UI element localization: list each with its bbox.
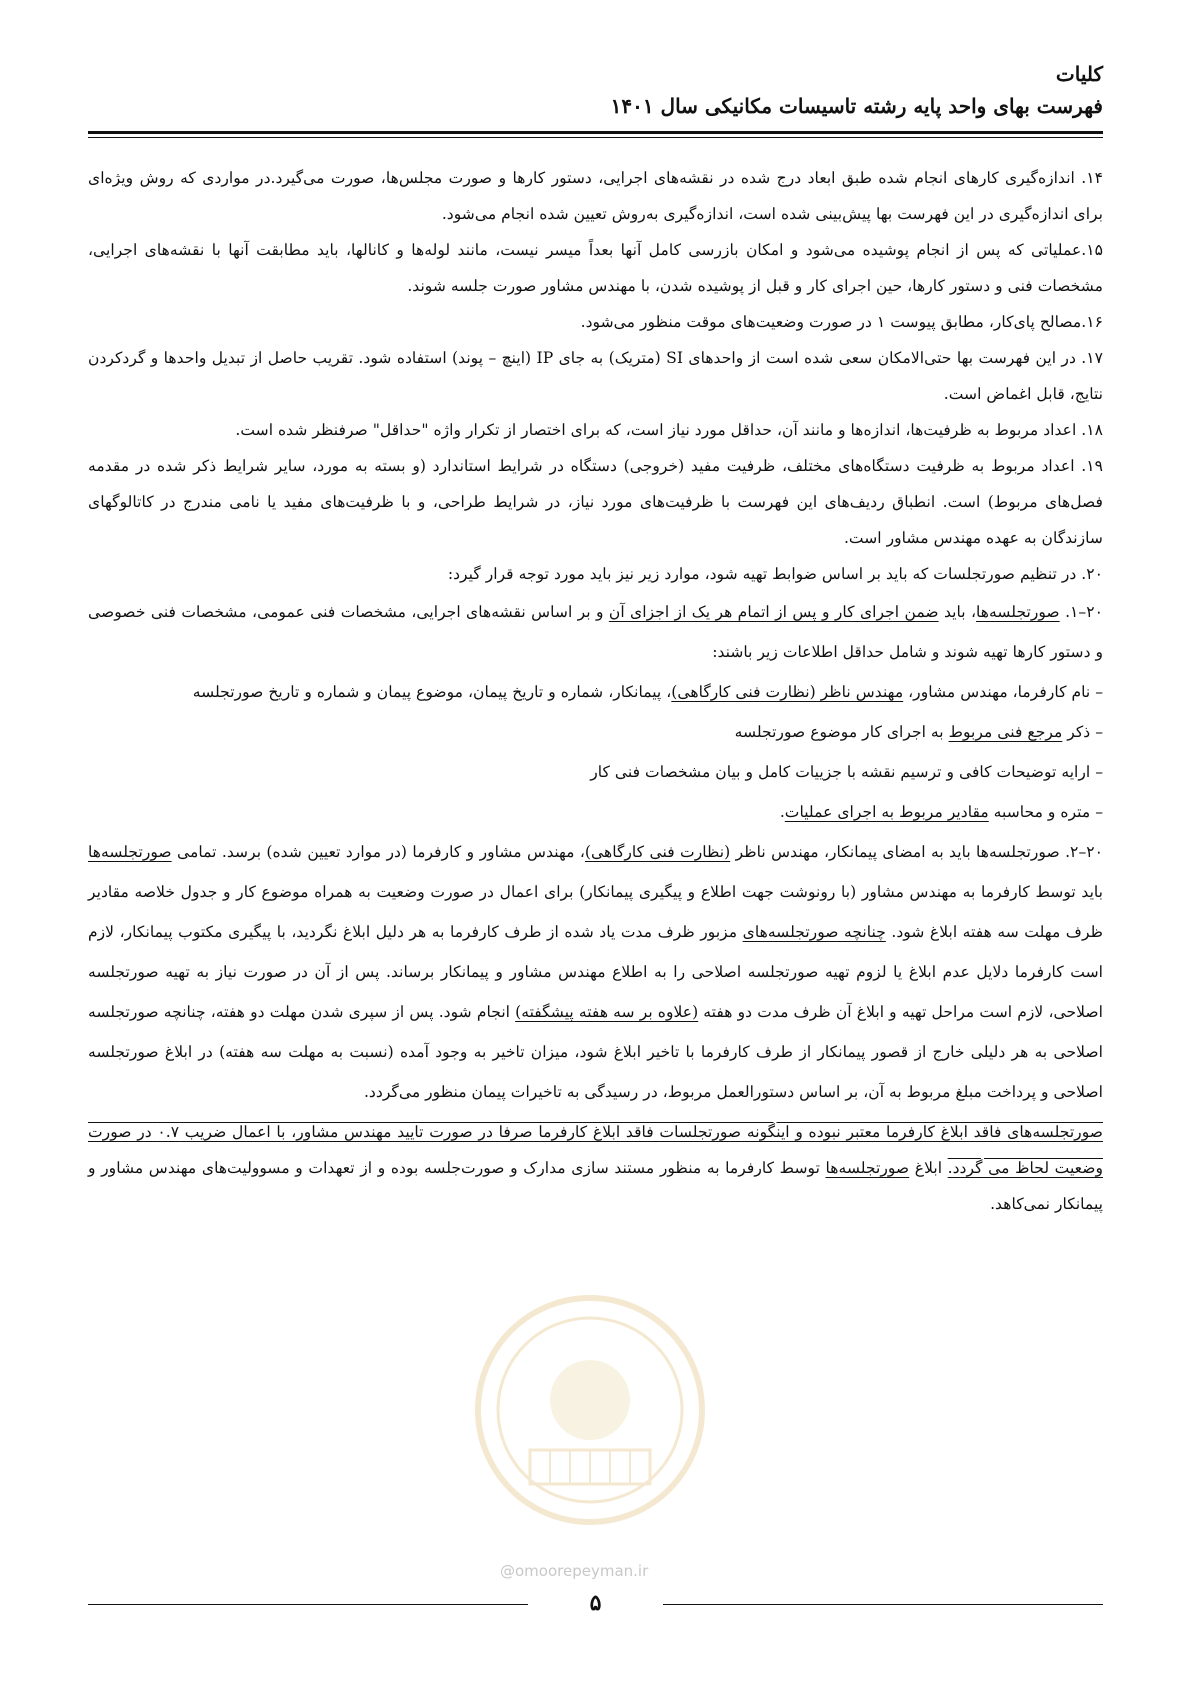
header-divider-thick (88, 131, 1103, 134)
text-run: ، مهندس مشاور و کارفرما (در موارد تعیین شده) برسد. تمامی (171, 843, 585, 861)
underlined-minutes: صورتجلسه‌ها (88, 843, 172, 861)
page-header (88, 58, 1103, 122)
underlined-if-minutes: چنانچه صورتجلسه‌های (742, 923, 886, 941)
document-title: فهرست بهای واحد پایه رشته تاسیسات مکانیکی سال ۱۴۰۱ (610, 94, 1103, 118)
text-run: انجام شود. پس از سپری شدن مهلت دو هفته، چنانچه صورتجلسه اصلاحی به هر دلیلی خارج از قصور پیمانکار از طرف کارفرما با تاخیر ابلاغ شود، میزان تاخیر به وجود آمده (نسبت به مهلت سه هفته) در ابلاغ صورتجلسه اصلاحی و پرداخت مبلغ مربوط به آن، بر اساس دستورالعمل مربوط، در رسیدگی به تاخیرات پیمان منظور می‌گردد. (88, 1003, 1104, 1101)
underlined-minutes: صورتجلسه‌ها (976, 603, 1060, 621)
boxed-rule-text: صورتجلسه‌های فاقد ابلاغ کارفرما معتبر نبوده و اینگونه صورتجلسات فاقد ابلاغ کارفرما صرفا در صورت تایید مهندس مشاور، با اعمال ضریب ۰.۷ در صورت وضعیت لحاظ می گردد. (88, 1123, 1103, 1177)
watermark-url: @omoorepeyman.ir (500, 1562, 649, 1580)
header-divider-thin (88, 137, 1103, 138)
section-title: کلیات (1055, 62, 1103, 86)
paragraph-20-1-number: ۲۰–۱. (1059, 603, 1103, 621)
text-run: و بر اساس نقشه‌های اجرایی، مشخصات فنی عمومی، مشخصات فنی خصوصی و دستور کارها تهیه شوند و شامل حداقل اطلاعات زیر باشند: (88, 603, 1103, 661)
paragraph-15: ۱۵.عملیاتی که پس از انجام پوشیده می‌شود و امکان بازرسی کامل آنها بعداً میسر نیست، مانند لوله‌ها و کانالها، باید مطابقت آنها با نقشه‌های اجرایی، مشخصات فنی و دستور کارها، حین اجرای کار و قبل از پوشیده شدن، با مهندس مشاور صورت جلسه شوند. (88, 241, 1103, 295)
underlined-quantities: مقادیر مربوط به اجرای عملیات (784, 803, 989, 821)
paragraph-16: ۱۶.مصالح پای‌کار، مطابق پیوست ۱ در صورت وضعیت‌های موقت منظور می‌شود. (580, 313, 1103, 331)
final-paragraph (88, 1114, 1103, 1222)
watermark-logo (470, 1290, 710, 1530)
underlined-supervision: (نظارت فنی کارگاهی) (584, 843, 731, 861)
text-run: توسط کارفرما به منظور مستند سازی مدارک و صورت‌جلسه بوده و از تعهدات و مسوولیت‌های مهندس مشاور و پیمانکار نمی‌کاهد. (88, 1159, 1103, 1213)
text-run: به اجرای کار موضوع صورتجلسه (734, 723, 949, 741)
underlined-timing: ضمن اجرای کار و پس از اتمام هر یک از اجزای آن (608, 603, 939, 621)
text-run: – ذکر (1062, 723, 1103, 741)
paragraph-20-2 (88, 832, 1103, 1112)
text-run: ، پیمانکار، شماره و تاریخ پیمان، موضوع پیمان و شماره و تاریخ صورتجلسه (192, 683, 672, 701)
paragraph-20: ۲۰. در تنظیم صورتجلسات که باید بر اساس ضوابط تهیه شود، موارد زیر نیز باید مورد توجه قرار گیرد: (447, 565, 1103, 583)
list-item (88, 672, 1103, 712)
text-run: – نام کارفرما، مهندس مشاور، (903, 683, 1103, 701)
text-run: مزبور ظرف مدت یاد شده از طرف کارفرما به هر دلیل ابلاغ نگردید، با پیگیری مکتوب پیمانکار، لازم است کارفرما دلایل عدم ابلاغ یا لزوم تهیه صورتجلسه اصلاحی را به اطلاع مهندس مشاور و پیمانکار برساند. پس از آن در صورت نیاز به تهیه صورتجلسه اصلاحی، لازم است مراحل تهیه و ابلاغ آن ظرف مدت دو هفته (88, 923, 1103, 1021)
underlined-three-weeks: (علاوه بر سه هفته پیشگفته) (515, 1003, 699, 1021)
paragraph-19: ۱۹. اعداد مربوط به ظرفیت دستگاه‌های مختلف، ظرفیت مفید (خروجی) دستگاه در شرایط استاندارد (و بسته به مورد، سایر شرایط ذکر شده در مقدمه فصل‌های مربوط) است. انطباق ردیف‌های این فهرست با ظرفیت‌های مورد نیاز، در شرایط طراحی، و با ظرفیت‌های مفید یا نامی مندرج در کاتالوگهای سازندگان به عهده مهندس مشاور است. (88, 457, 1103, 547)
watermark-emblem (550, 1360, 630, 1440)
text-run: ۲۰–۲. صورتجلسه‌ها باید به امضای پیمانکار، مهندس ناظر (730, 843, 1103, 861)
text-run: – متره و محاسبه (988, 803, 1103, 821)
list-item (88, 792, 1103, 832)
list-item: – ارایه توضیحات کافی و ترسیم نقشه با جزییات کامل و بیان مشخصات فنی کار (590, 763, 1103, 781)
text-run: ابلاغ (909, 1159, 948, 1177)
watermark-url-text: omoorepeyman.ir (515, 1562, 649, 1580)
underlined-minutes: صورتجلسه‌ها (825, 1159, 910, 1177)
list-item (88, 712, 1103, 752)
paragraph-14: ۱۴. اندازه‌گیری کارهای انجام شده طبق ابعاد درج شده در نقشه‌های اجرایی، دستور کارها و صورت مجلس‌ها، صورت می‌گیرد.در مواردی که روش ویژه‌ای برای اندازه‌گیری در این فهرست بها پیش‌بینی شده است، اندازه‌گیری به‌روش تعیین شده انجام می‌شود. (88, 169, 1103, 223)
text-run: باید توسط کارفرما به مهندس مشاور (با رونوشت جهت اطلاع و پیگیری پیمانکار) برای اعمال در صورت وضعیت به همراه موضوع کار و جدول خلاصه مقادیر ظرف مهلت سه هفته ابلاغ شود. (88, 883, 1103, 941)
body-text (88, 160, 1103, 1222)
paragraph-17: ۱۷. در این فهرست بها حتی‌الامکان سعی شده است از واحدهای SI (متریک) به جای IP (اینچ – پوند) استفاده شود. تقریب حاصل از تبدیل واحدها و گردکردن نتایج، قابل اغماض است. (88, 349, 1103, 403)
paragraph-18: ۱۸. اعداد مربوط به ظرفیت‌ها، اندازه‌ها و مانند آن، حداقل مورد نیاز است، که برای اختصار از تکرار واژه "حداقل" صرفنظر شده است. (235, 421, 1103, 439)
underlined-reference: مرجع فنی مربوط (948, 723, 1063, 741)
page-number: ۵ (589, 1590, 602, 1616)
underlined-supervisor: مهندس ناظر (نظارت فنی کارگاهی) (671, 683, 904, 701)
text-run: . (779, 803, 785, 821)
text-run: ، باید (938, 603, 977, 621)
paragraph-20-1 (88, 592, 1103, 672)
